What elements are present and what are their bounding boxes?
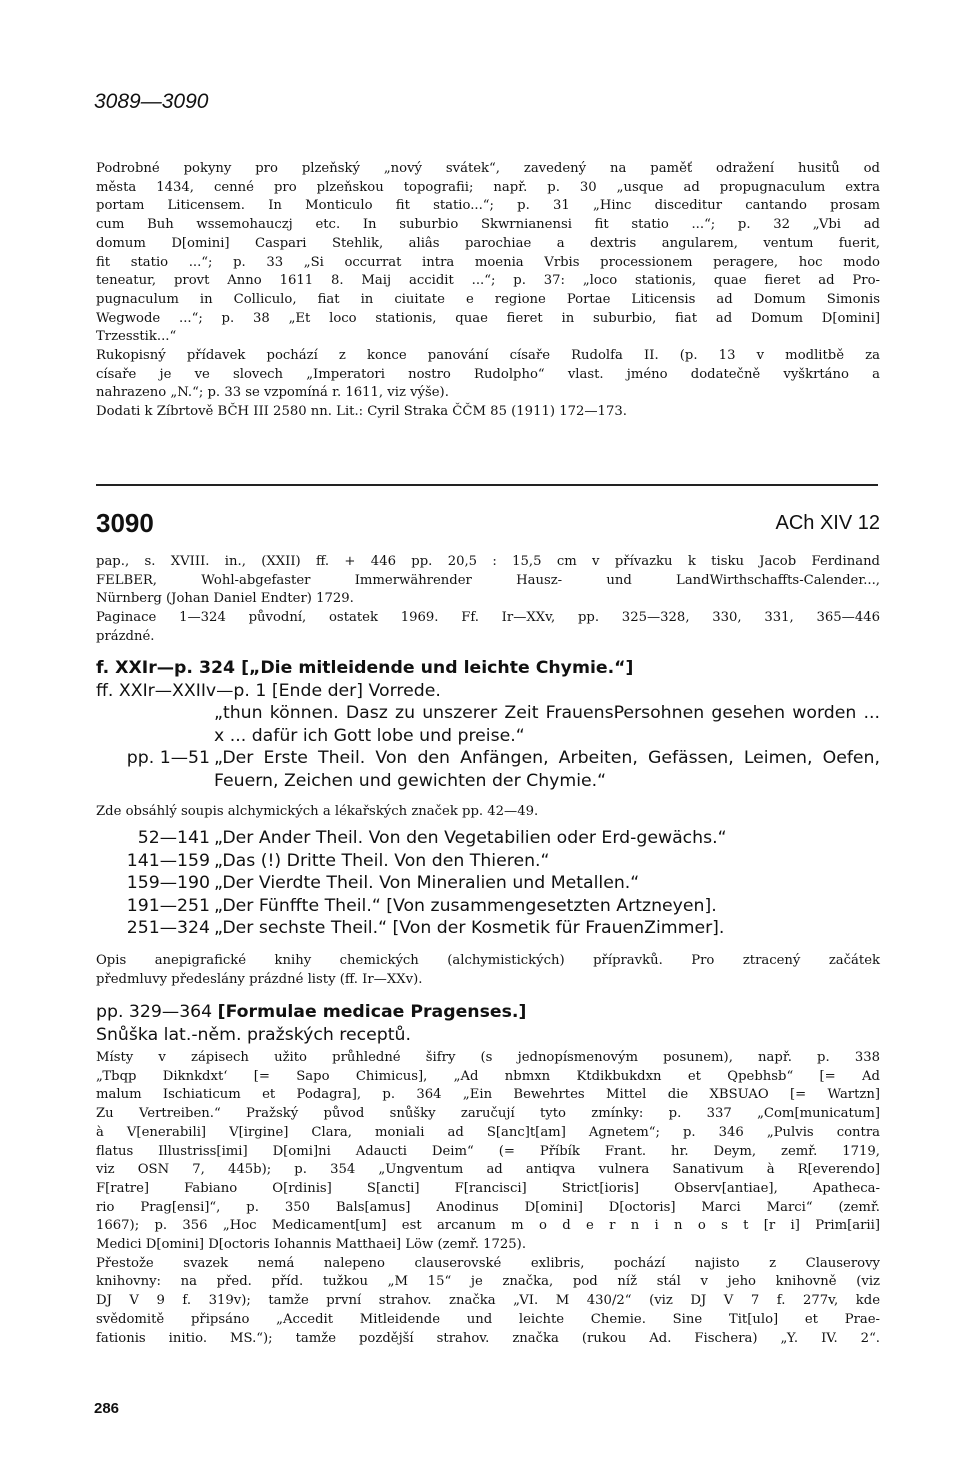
part-pages: 141—159 bbox=[126, 850, 210, 871]
part-row bbox=[96, 872, 880, 895]
text-line: Opis anepigrafické knihy chemických (alchymistických) přípravků. Pro ztracený začátek bbox=[96, 953, 880, 968]
text-line: 1667); p. 356 „Hoc Medicament[um] est arcanum m o d e r n i n o s t [r i] Prim[arii] bbox=[96, 1218, 880, 1234]
note-description bbox=[96, 952, 880, 989]
text-line: malum Ischiaticum et Podagra], p. 364 „Ein Bewehrtes Mittel die XBSUAO [= Wartzn] bbox=[96, 1087, 880, 1103]
text-line: teneatur, provt Anno 1611 8. Maij accidit ...“; p. 37: „loco stationis, quae fieret ad Pro- bbox=[96, 273, 880, 289]
preface-quote: „thun können. Dasz zu unszerer Zeit FrauensPersohnen gesehen worden ... x ... dafür ich Gott lobe und preise.“ bbox=[214, 703, 880, 746]
text-line: fit statio ...“; p. 33 „Si occurrat intra moenia Vrbis processionem peragere, hoc modo bbox=[96, 254, 880, 270]
text-line: svědomitě připsáno „Accedit Mitleidende und leichte Chemie. Sine Tit[ulo] et Prae- bbox=[96, 1311, 880, 1327]
section-divider bbox=[96, 484, 878, 486]
text-line: Medici D[omini] D[octoris Iohannis Matthaei] Löw (zemř. 1725). bbox=[96, 1237, 527, 1253]
second-work-notes bbox=[96, 1049, 880, 1348]
text-line: Rukopisný přídavek pochází z konce panování císaře Rudolfa II. (p. 13 v modlitbě za bbox=[96, 348, 880, 364]
text-line: à V[enerabili] V[irgine] Clara, moniali ad S[anc]t[am] Agnetem“; p. 346 „Pulvis contra bbox=[96, 1124, 880, 1140]
text-line: císaře je ve slovech „Imperatori nostro Rudolpho“ vlast. jméno dodatečně vyškrtáno a bbox=[96, 366, 880, 382]
preface-heading: ff. XXIr—XXIIv—p. 1 [Ende der] Vorrede. bbox=[96, 680, 441, 701]
work-title: f. XXIr—p. 324 [„Die mitleidende und leichte Chymie.“] bbox=[96, 658, 634, 678]
part-title: „Der Erste Theil. Von den Anfängen, Arbeiten, Gefässen, Leimen, Oefen, Feuern, Zeichen und gewichten der Chymie.“ bbox=[214, 748, 880, 791]
part-pages: 251—324 bbox=[126, 918, 210, 938]
note-signs bbox=[96, 803, 880, 822]
text-line: předmluvy předeslány prázdné listy (ff. Ir—XXv). bbox=[96, 971, 423, 987]
text-line: rio Prag[ensi]“, p. 350 Bals[amus] Anodinus D[omini] D[octoris] Marci Marci“ (zemř. bbox=[96, 1199, 880, 1215]
shelf-mark: ACh XIV 12 bbox=[775, 512, 880, 534]
text-line: pap., s. XVIII. in., (XXII) ff. + 446 pp. 20,5 : 15,5 cm v přívazku k tisku Jacob Ferdinand bbox=[96, 554, 880, 569]
part-row bbox=[96, 917, 880, 940]
text-line: domum D[omini] Caspari Stehlik, aliâs parochiae a dextris angularem, ventum fuerit, bbox=[96, 235, 880, 251]
text-line: Zu Vertreiben.“ Pražský původ snůšky zaručují tyto zmínky: p. 337 „Com[municatum] bbox=[96, 1106, 880, 1122]
parts-list bbox=[96, 827, 880, 940]
text-line: Dodati k Zíbrtově BČH III 2580 nn. Lit.: Cyril Straka ČČM 85 (1911) 172—173. bbox=[96, 404, 627, 420]
part-pages: pp. 1—51 bbox=[126, 748, 210, 768]
text-line: cum Buh wssemohauczj etc. In suburbio Skwrnianensi fit statio ...“; p. 32 „Vbi ad bbox=[96, 217, 880, 233]
running-head: 3089—3090 bbox=[94, 90, 209, 113]
text-line: Trzesstik...“ bbox=[96, 329, 177, 345]
part-row bbox=[96, 747, 880, 792]
part-pages: 159—190 bbox=[126, 873, 210, 893]
work-title: [Formulae medicae Pragenses.] bbox=[217, 1002, 527, 1022]
text-line: knihovny: na před. příd. tužkou „M 15“ je značka, pod níž stál v jeho knihovně (viz bbox=[96, 1274, 880, 1290]
text-line: flatus Illustriss[imi] D[omi]ni Adaucti Deim“ (= Příbík Frant. hr. Deym, zemř. 1719, bbox=[96, 1143, 880, 1159]
part-row bbox=[96, 895, 880, 918]
second-work-subtitle: Snůška lat.-něm. pražských receptů. bbox=[96, 1024, 411, 1045]
page-number: 286 bbox=[94, 1400, 120, 1417]
contents-section bbox=[96, 657, 880, 792]
part-title: „Der sechste Theil.“ [Von der Kosmetik für FrauenZimmer]. bbox=[214, 918, 725, 938]
part-row bbox=[96, 827, 880, 850]
text-line: portam Liticensem. In Monticulo fit statio...“; p. 31 „Hinc disceditur cantando prosam bbox=[96, 198, 880, 214]
previous-entry-text bbox=[96, 160, 880, 422]
part-title: „Das (!) Dritte Theil. Von den Thieren.“ bbox=[214, 850, 550, 871]
text-line: Zde obsáhlý soupis alchymických a lékařských značek pp. 42—49. bbox=[96, 804, 539, 819]
text-line: Wegwode ...“; p. 38 „Et loco stationis, quae fieret in suburbio, fiat ad Domum D[omini] bbox=[96, 310, 880, 326]
text-line: Přestože svazek nemá nalepeno clauserovské exlibris, pochází najisto z Clauserovy bbox=[96, 1255, 880, 1271]
second-work-title bbox=[96, 1001, 880, 1024]
second-work bbox=[96, 1001, 880, 1046]
text-line: FELBER, Wohl-abgefaster Immerwährender Hausz- und LandWirthschaffts-Calender..., bbox=[96, 572, 880, 588]
text-line: F[ratre] Fabiano O[rdinis] S[ancti] F[rancisci] Strict[ioris] Observ[antiae], Apatheca- bbox=[96, 1180, 880, 1196]
part-pages: 52—141 bbox=[137, 828, 210, 848]
text-line: DJ V 9 f. 319v); tamže první strahov. značka „VI. M 430/2“ (viz DJ V 7 f. 277v, kde bbox=[96, 1293, 880, 1309]
text-line: Místy v zápisech užito průhledné šifry (s jednopísmenovým posunem), např. p. 338 bbox=[96, 1050, 880, 1065]
part-title: „Der Ander Theil. Von den Vegetabilien oder Erd-gewächs.“ bbox=[214, 828, 727, 848]
text-line: prázdné. bbox=[96, 628, 155, 644]
part-row bbox=[96, 850, 880, 873]
text-line: fationis initio. MS.“); tamže pozdější strahov. značka (rukou Ad. Fischera) „Y. IV. 2“. bbox=[96, 1330, 880, 1346]
text-line: Nürnberg (Johan Daniel Endter) 1729. bbox=[96, 591, 354, 607]
part-pages: 191—251 bbox=[126, 895, 210, 916]
part-title: „Der Vierdte Theil. Von Mineralien und Metallen.“ bbox=[214, 873, 640, 893]
text-line: města 1434, cenné pro plzeňskou topografii; např. p. 30 „usque ad propugnaculum extra bbox=[96, 179, 880, 195]
text-line: nahrazeno „N.“; p. 33 se vzpomíná r. 1611, viz výše). bbox=[96, 385, 449, 401]
page-range: pp. 329—364 bbox=[96, 1002, 218, 1022]
entry-number: 3090 bbox=[96, 508, 154, 538]
text-line: „Tbqp Diknkdxt‘ [= Sapo Chimicus], „Ad nbmxn Ktdikbukdxn et Qpebhsb“ [= Ad bbox=[96, 1068, 880, 1084]
text-line: Paginace 1—324 původní, ostatek 1969. Ff. Ir—XXv, pp. 325—328, 330, 331, 365—446 bbox=[96, 610, 880, 626]
text-line: pugnaculum in Colliculo, fiat in ciuitate e regione Portae Liticensis ad Domum Simonis bbox=[96, 291, 880, 307]
text-line: viz OSN 7, 445b); p. 354 „Ungventum ad antiqva vulnera Sanativum à R[everendo] bbox=[96, 1162, 880, 1178]
entry-description bbox=[96, 553, 880, 647]
text-line: Podrobné pokyny pro plzeňský „nový svátek“, zavedený na paměť odražení husitů od bbox=[96, 161, 880, 176]
part-title: „Der Fünffte Theil.“ [Von zusammengesetzten Artzneyen]. bbox=[214, 895, 717, 916]
